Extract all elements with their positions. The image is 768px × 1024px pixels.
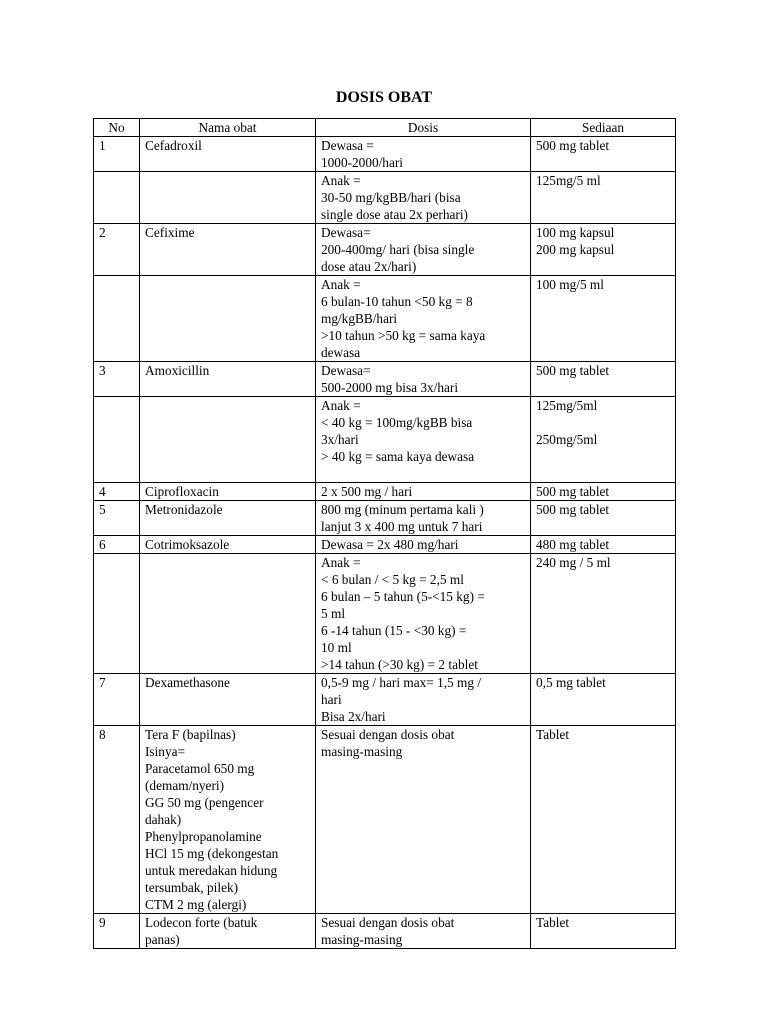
cell-line: GG 50 mg (pengencer: [145, 795, 264, 810]
cell-nama-obat: [140, 726, 316, 914]
table-row: [94, 914, 676, 949]
cell-line: (demam/nyeri): [145, 778, 225, 793]
cell-line: Bisa 2x/hari: [321, 709, 386, 724]
table-row: [94, 224, 676, 276]
cell-no: 6: [94, 536, 140, 554]
cell-line: 500 mg tablet: [536, 138, 610, 153]
cell-line: Metronidazole: [145, 502, 223, 517]
table-body: [94, 137, 676, 949]
cell-line: CTM 2 mg (alergi): [145, 897, 247, 912]
cell-line: >10 tahun >50 kg = sama kaya: [321, 328, 486, 343]
header-nama-obat: Nama obat: [140, 119, 316, 137]
cell-line: Dewasa=: [321, 363, 371, 378]
cell-sediaan: [531, 536, 676, 554]
cell-line: 200-400mg/ hari (bisa single: [321, 242, 475, 257]
table-row: [94, 172, 676, 224]
cell-line: 480 mg tablet: [536, 537, 610, 552]
table-row: [94, 501, 676, 536]
cell-line: 500 mg tablet: [536, 502, 610, 517]
cell-no: 7: [94, 674, 140, 726]
cell-dosis: [316, 362, 531, 397]
cell-line: >14 tahun (>30 kg) = 2 tablet: [321, 657, 478, 672]
cell-line: Amoxicillin: [145, 363, 210, 378]
cell-line: 125mg/5 ml: [536, 173, 601, 188]
cell-sediaan: [531, 276, 676, 362]
cell-no: 2: [94, 224, 140, 276]
cell-line: 0,5-9 mg / hari max= 1,5 mg /: [321, 675, 482, 690]
header-sediaan: Sediaan: [531, 119, 676, 137]
cell-line: 250mg/5ml: [536, 432, 598, 447]
cell-no: 4: [94, 483, 140, 501]
cell-line: masing-masing: [321, 932, 403, 947]
cell-dosis: [316, 483, 531, 501]
cell-no: 5: [94, 501, 140, 536]
table-row: [94, 276, 676, 362]
cell-line: Tablet: [536, 727, 570, 742]
cell-sediaan: [531, 224, 676, 276]
cell-sediaan: [531, 137, 676, 172]
cell-sediaan: [531, 554, 676, 674]
table-row: [94, 536, 676, 554]
cell-sediaan: [531, 483, 676, 501]
cell-line: tersumbak, pilek): [145, 880, 239, 895]
cell-no: [94, 554, 140, 674]
cell-line: < 40 kg = 100mg/kgBB bisa: [321, 415, 473, 430]
cell-line: Phenylpropanolamine: [145, 829, 262, 844]
cell-nama-obat: [140, 137, 316, 172]
cell-nama-obat: [140, 276, 316, 362]
cell-line: 0,5 mg tablet: [536, 675, 606, 690]
header-dosis: Dosis: [316, 119, 531, 137]
cell-line: Sesuai dengan dosis obat: [321, 727, 455, 742]
cell-line: 10 ml: [321, 640, 352, 655]
cell-dosis: [316, 554, 531, 674]
cell-line: 800 mg (minum pertama kali ): [321, 502, 484, 517]
cell-line: Dexamethasone: [145, 675, 230, 690]
cell-no: [94, 172, 140, 224]
cell-line: 500-2000 mg bisa 3x/hari: [321, 380, 459, 395]
cell-line: 125mg/5ml: [536, 398, 598, 413]
cell-line: 5 ml: [321, 606, 346, 621]
cell-line: dose atau 2x/hari): [321, 259, 417, 274]
cell-no: 9: [94, 914, 140, 949]
cell-line: HCl 15 mg (dekongestan: [145, 846, 279, 861]
cell-line: dewasa: [321, 345, 361, 360]
cell-nama-obat: [140, 914, 316, 949]
cell-dosis: [316, 172, 531, 224]
cell-line: Lodecon forte (batuk: [145, 915, 258, 930]
cell-nama-obat: [140, 501, 316, 536]
table-row: [94, 726, 676, 914]
cell-line: 1000-2000/hari: [321, 155, 403, 170]
cell-nama-obat: [140, 362, 316, 397]
cell-line: untuk meredakan hidung: [145, 863, 278, 878]
cell-dosis: [316, 914, 531, 949]
cell-sediaan: [531, 726, 676, 914]
cell-line: [536, 414, 670, 431]
table-row: [94, 554, 676, 674]
cell-line: Ciprofloxacin: [145, 484, 219, 499]
cell-line: 2 x 500 mg / hari: [321, 484, 413, 499]
cell-line: 240 mg / 5 ml: [536, 555, 611, 570]
cell-no: [94, 276, 140, 362]
cell-no: [94, 397, 140, 483]
cell-dosis: [316, 276, 531, 362]
cell-dosis: [316, 674, 531, 726]
cell-line: 3x/hari: [321, 432, 359, 447]
cell-line: Anak =: [321, 173, 361, 188]
page-title: DOSIS OBAT: [335, 89, 433, 106]
table-row: [94, 674, 676, 726]
cell-sediaan: [531, 362, 676, 397]
cell-line: Isinya=: [145, 744, 185, 759]
cell-no: 8: [94, 726, 140, 914]
cell-nama-obat: [140, 674, 316, 726]
cell-line: Anak =: [321, 555, 361, 570]
cell-nama-obat: [140, 554, 316, 674]
table-row: [94, 137, 676, 172]
cell-line: Paracetamol 650 mg: [145, 761, 255, 776]
cell-line: Anak =: [321, 398, 361, 413]
cell-dosis: [316, 397, 531, 483]
table-header-row: [94, 119, 676, 137]
cell-line: 500 mg tablet: [536, 363, 610, 378]
cell-line: dahak): [145, 812, 182, 827]
cell-nama-obat: [140, 172, 316, 224]
cell-line: 6 -14 tahun (15 - <30 kg) =: [321, 623, 467, 638]
cell-nama-obat: [140, 397, 316, 483]
cell-line: Cefadroxil: [145, 138, 202, 153]
cell-dosis: [316, 536, 531, 554]
table-row: [94, 397, 676, 483]
cell-sediaan: [531, 397, 676, 483]
cell-line: Sesuai dengan dosis obat: [321, 915, 455, 930]
cell-nama-obat: [140, 224, 316, 276]
cell-line: < 6 bulan / < 5 kg = 2,5 ml: [321, 572, 464, 587]
table-row: [94, 483, 676, 501]
dosage-table: [93, 118, 676, 949]
cell-line: > 40 kg = sama kaya dewasa: [321, 449, 475, 464]
cell-sediaan: [531, 674, 676, 726]
cell-nama-obat: [140, 536, 316, 554]
cell-line: 30-50 mg/kgBB/hari (bisa: [321, 190, 461, 205]
cell-line: 6 bulan – 5 tahun (5-<15 kg) =: [321, 589, 485, 604]
cell-sediaan: [531, 501, 676, 536]
cell-line: Dewasa=: [321, 225, 371, 240]
cell-line: hari: [321, 692, 342, 707]
header-no: No: [94, 119, 140, 137]
cell-line: Dewasa = 2x 480 mg/hari: [321, 537, 459, 552]
cell-line: 6 bulan-10 tahun <50 kg = 8: [321, 294, 473, 309]
cell-line: 500 mg tablet: [536, 484, 610, 499]
cell-line: panas): [145, 932, 180, 947]
cell-line: 200 mg kapsul: [536, 242, 615, 257]
cell-line: Cefixime: [145, 225, 195, 240]
cell-dosis: [316, 137, 531, 172]
cell-no: 3: [94, 362, 140, 397]
cell-line: lanjut 3 x 400 mg untuk 7 hari: [321, 519, 483, 534]
cell-line: mg/kgBB/hari: [321, 311, 398, 326]
cell-no: 1: [94, 137, 140, 172]
cell-line: masing-masing: [321, 744, 403, 759]
cell-dosis: [316, 501, 531, 536]
table-row: [94, 362, 676, 397]
cell-line: Dewasa =: [321, 138, 374, 153]
cell-line: Cotrimoksazole: [145, 537, 230, 552]
cell-line: single dose atau 2x perhari): [321, 207, 468, 222]
cell-nama-obat: [140, 483, 316, 501]
cell-line: Tera F (bapilnas): [145, 727, 236, 742]
cell-line: Tablet: [536, 915, 570, 930]
cell-line: Anak =: [321, 277, 361, 292]
cell-line: 100 mg kapsul: [536, 225, 615, 240]
cell-line: [321, 465, 525, 482]
cell-dosis: [316, 224, 531, 276]
cell-line: 100 mg/5 ml: [536, 277, 604, 292]
cell-sediaan: [531, 914, 676, 949]
cell-sediaan: [531, 172, 676, 224]
cell-dosis: [316, 726, 531, 914]
